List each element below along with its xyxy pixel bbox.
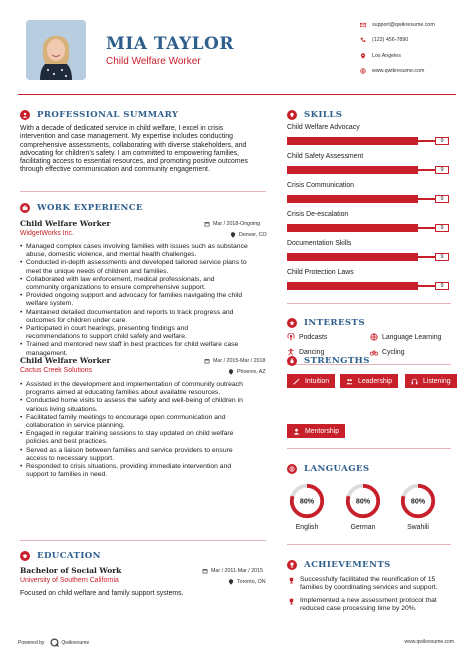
language-percent: 80% — [355, 497, 371, 506]
profile-photo — [26, 20, 86, 80]
location-icon — [360, 53, 366, 59]
job-dates: Mar / 2015-Mar / 2018 — [204, 358, 265, 364]
list-item: • Maintained detailed documentation and reports to track progress and outcomes for children under care. — [20, 309, 270, 325]
language-ring — [288, 482, 326, 520]
footer-url[interactable]: www.qwikresume.com — [404, 639, 454, 645]
calendar-icon — [204, 221, 210, 227]
contact-phone[interactable]: (123) 456-7890 — [360, 33, 470, 49]
contact-website[interactable]: www.qwikresume.com — [360, 64, 470, 80]
graduation-cap-icon — [20, 551, 30, 561]
dance-icon — [287, 348, 295, 356]
job-dates: Mar / 2018-Ongoing — [204, 221, 260, 227]
list-item: • Managed complex cases involving families with issues such as substance abuse, domestic violence, and mental health challenges. — [20, 243, 270, 259]
achievements-heading: ACHIEVEMENTS — [287, 560, 391, 570]
achievement-item: Successfully facilitated the reunification of 15 families by coordinating services and support. — [288, 576, 453, 592]
skill-bar — [287, 253, 449, 261]
trophy-icon — [288, 577, 295, 584]
contact-email[interactable]: support@qwikresume.com — [360, 17, 470, 33]
interest-language-learning: Language Learning — [370, 333, 441, 341]
footer-powered-by: Powered by Qwikresume — [18, 639, 90, 646]
interest-dancing: Dancing — [287, 348, 324, 356]
skill-bar — [287, 166, 449, 174]
language-name: English — [295, 524, 319, 531]
podcast-icon — [287, 333, 295, 341]
strength-leadership: Leadership — [340, 374, 398, 388]
section-divider — [287, 544, 451, 545]
strengths-heading: STRENGTHS — [287, 356, 370, 366]
skill-name: Child Protection Laws — [287, 269, 354, 276]
users-icon — [346, 378, 353, 385]
strength-intuition: Intuition — [287, 374, 335, 388]
job-location: Phoenix, AZ — [228, 369, 266, 375]
job-bullets — [20, 381, 270, 479]
list-item: • Assisted in the development and implementation of community outreach programs aimed at educating families about available resources. — [20, 381, 270, 397]
skills-heading: SKILLS — [287, 110, 342, 120]
skill-name: Child Safety Assessment — [287, 153, 364, 160]
section-divider — [287, 303, 451, 304]
list-item: • Served as a liaison between families and service providers to ensure access to necessary support. — [20, 447, 270, 463]
skill-bar-fill — [287, 195, 418, 203]
language-ring — [399, 482, 437, 520]
skill-level: 9 — [435, 224, 449, 232]
location-icon — [228, 369, 234, 375]
list-item: • Responded to crisis situations, providing immediate intervention and support to families in need. — [20, 463, 270, 479]
skill-level: 9 — [435, 195, 449, 203]
interest-podcasts: Podcasts — [287, 333, 327, 341]
email-icon — [360, 22, 366, 28]
skill-level: 9 — [435, 253, 449, 261]
calendar-icon — [202, 568, 208, 574]
job-bullets — [20, 243, 270, 358]
wand-icon — [293, 378, 300, 385]
skill-bar-fill — [287, 253, 418, 261]
languages-heading: LANGUAGES — [287, 464, 370, 474]
link-icon — [360, 68, 366, 74]
list-item: • Provided ongoing support and advocacy for families navigating the child welfare system. — [20, 292, 270, 308]
skill-bar — [287, 195, 449, 203]
job-company: WidgetWorks Inc. — [20, 230, 74, 237]
skill-level: 9 — [435, 166, 449, 174]
achievement-item: Implemented a new assessment protocol that reduced case processing time by 20%. — [288, 597, 453, 613]
skill-bar — [287, 137, 449, 145]
skill-bar — [287, 224, 449, 232]
skill-name: Crisis De-escalation — [287, 211, 349, 218]
skill-level: 9 — [435, 137, 449, 145]
skill-bar — [287, 282, 449, 290]
contact-list — [360, 17, 470, 79]
skill-name: Crisis Communication — [287, 182, 355, 189]
job-title: Child Welfare Worker — [20, 356, 111, 365]
job-company: Cactus Creek Solutions — [20, 367, 93, 374]
briefcase-icon — [20, 203, 30, 213]
job-location: Denver, CO — [230, 232, 267, 238]
skill-bar-fill — [287, 282, 418, 290]
header-divider — [18, 94, 456, 95]
list-item: • Collaborated with law enforcement, medical professionals, and community organizations to ensure comprehensive support. — [20, 276, 270, 292]
contact-location: Los Angeles — [360, 48, 470, 64]
interests-heading: INTERESTS — [287, 318, 365, 328]
trophy-icon — [288, 598, 295, 605]
summary-text: With a decade of dedicated service in child welfare, I excel in crisis intervention and case management. My expertise includes conducting comprehensive assessments, collaborating with diverse stakeholders, and advocating for children's safety. I am committed to empowering families, facilitating access to essential resources, and promoting positive outcomes through effective communication and community engagement. — [20, 125, 248, 174]
headphones-icon — [411, 378, 418, 385]
globe-icon — [287, 464, 297, 474]
language-percent: 80% — [410, 497, 426, 506]
candidate-title: Child Welfare Worker — [106, 56, 201, 67]
lightbulb-icon — [287, 110, 297, 120]
list-item: • Conducted home visits to assess the safety and well-being of children in various living situations. — [20, 397, 270, 413]
school-name: University of Southern California — [20, 577, 119, 584]
strength-mentorship: Mentorship — [287, 424, 345, 438]
section-divider — [20, 540, 266, 541]
qwikresume-logo-icon — [50, 638, 59, 647]
education-location: Toronto, ON — [228, 579, 266, 585]
list-item: • Participated in court hearings, presenting findings and recommendations to support child safety and welfare. — [20, 325, 270, 341]
section-divider — [20, 191, 266, 192]
language-ring — [344, 482, 382, 520]
candidate-name: MIA TAYLOR — [106, 34, 234, 54]
education-heading: EDUCATION — [20, 551, 101, 561]
language-name: German — [350, 524, 376, 531]
education-dates: Mar / 2011-Mar / 2015 — [202, 568, 263, 574]
location-icon — [228, 579, 234, 585]
section-divider — [287, 448, 451, 449]
medal-icon — [287, 356, 297, 366]
skill-level: 9 — [435, 282, 449, 290]
trophy-icon — [287, 560, 297, 570]
star-icon — [287, 318, 297, 328]
language-icon — [370, 333, 378, 341]
job-title: Child Welfare Worker — [20, 219, 111, 228]
location-icon — [230, 232, 236, 238]
language-percent: 80% — [299, 497, 315, 506]
user-icon — [20, 110, 30, 120]
education-note: Focused on child welfare and family support systems. — [20, 590, 184, 597]
phone-icon — [360, 37, 366, 43]
strength-listening: Listening — [405, 374, 457, 388]
experience-heading: WORK EXPERIENCE — [20, 203, 143, 213]
list-item: • Conducted in-depth assessments and developed tailored service plans to meet the unique needs of children and families. — [20, 259, 270, 275]
footer-brand[interactable]: Qwikresume — [61, 639, 90, 646]
calendar-icon — [204, 358, 210, 364]
list-item: • Trained and mentored new staff in best practices for child welfare case management. — [20, 341, 270, 357]
interest-cycling: Cycling — [370, 348, 405, 356]
summary-heading: PROFESSIONAL SUMMARY — [20, 110, 178, 120]
skill-bar-fill — [287, 137, 418, 145]
cycling-icon — [370, 348, 378, 356]
list-item: • Engaged in regular training sessions to stay updated on child welfare policies and best practices. — [20, 430, 270, 446]
skill-name: Documentation Skills — [287, 240, 352, 247]
skill-bar-fill — [287, 224, 418, 232]
skill-name: Child Welfare Advocacy — [287, 124, 360, 131]
mentor-icon — [293, 428, 300, 435]
language-name: Swahili — [407, 524, 429, 531]
degree-title: Bachelor of Social Work — [20, 566, 122, 575]
skill-bar-fill — [287, 166, 418, 174]
list-item: • Facilitated family meetings to encourage open communication and collaboration in service planning. — [20, 414, 270, 430]
